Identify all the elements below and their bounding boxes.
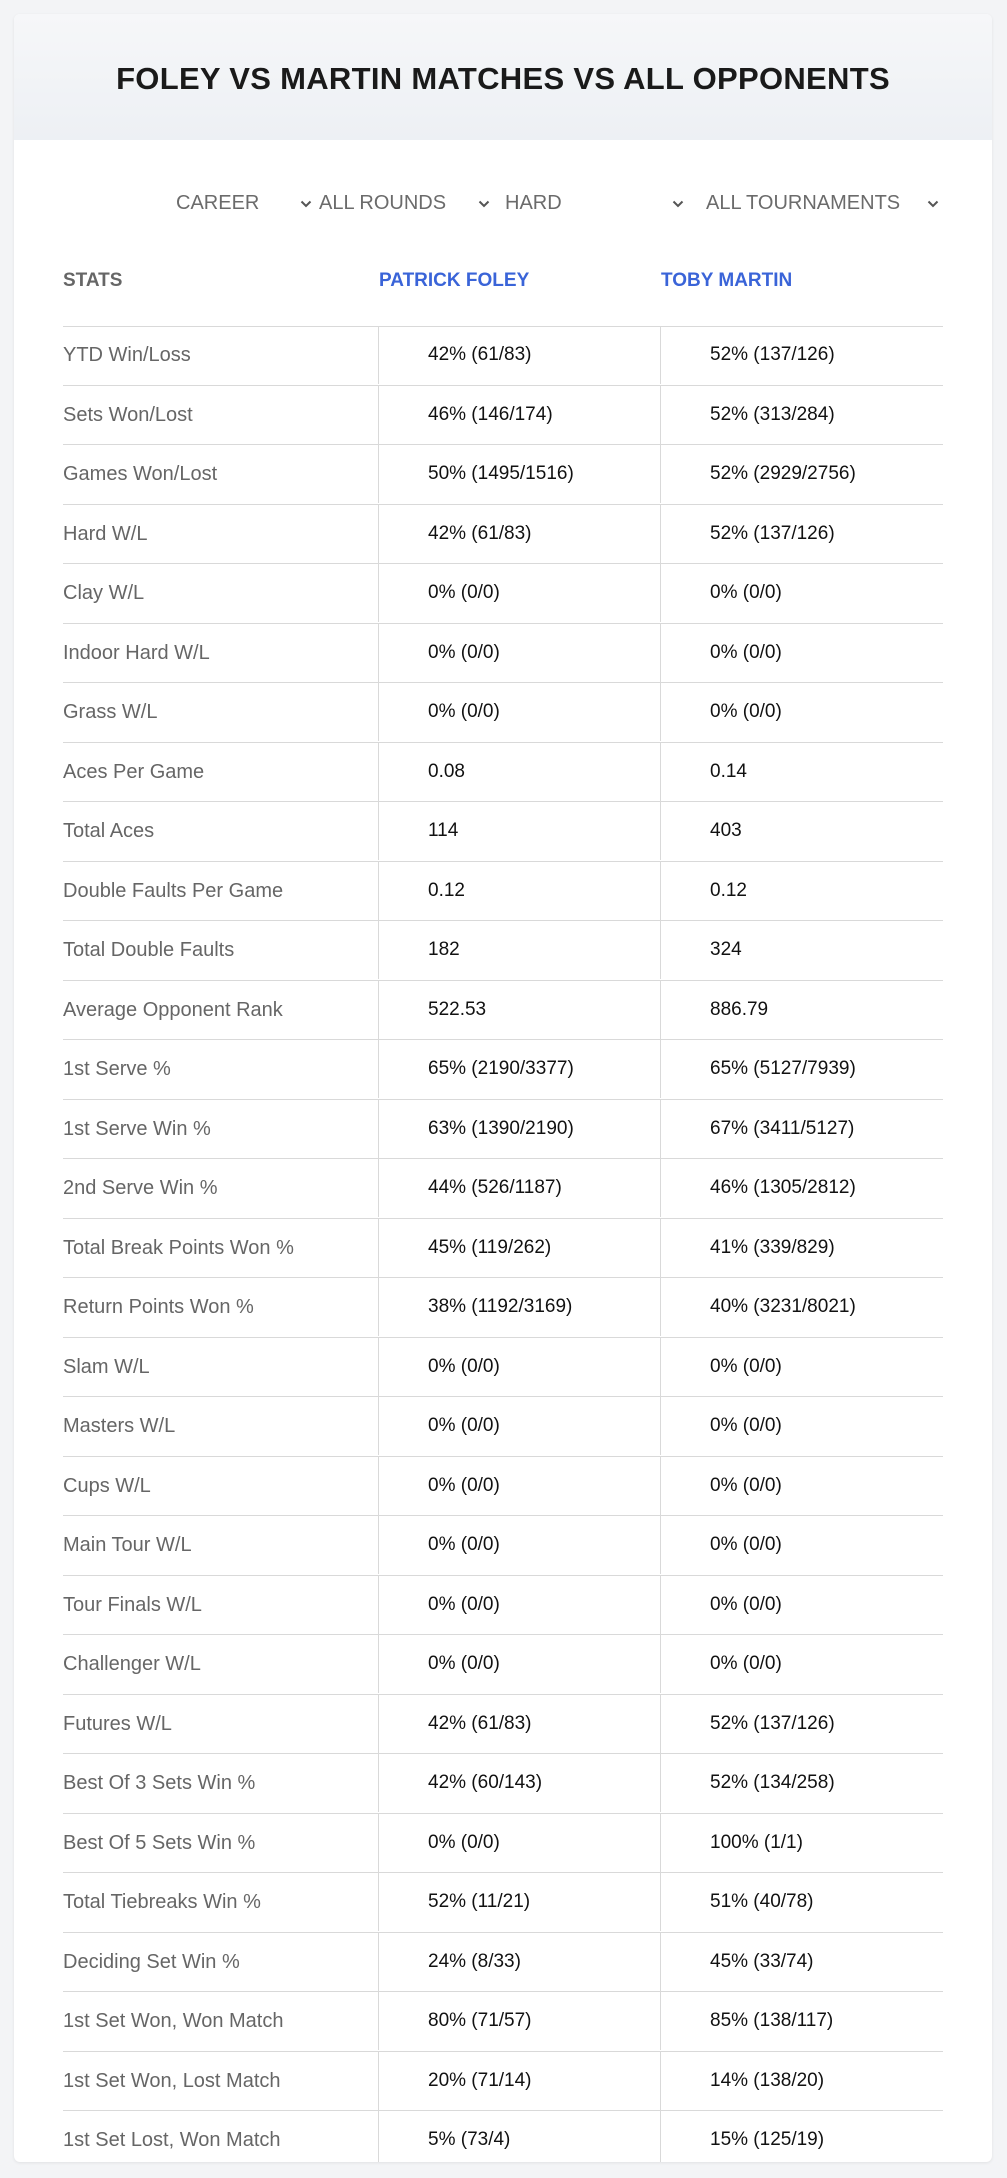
player2-cell (660, 1754, 944, 1812)
player2-cell (660, 1040, 944, 1098)
player2-value: 45% (33/74) (710, 1950, 814, 1972)
player1-cell (378, 1100, 661, 1158)
player2-cell (660, 1516, 944, 1574)
player1-value: 0% (0/0) (428, 1534, 500, 1555)
player1-value: 42% (61/83) (428, 1712, 532, 1734)
player2-value: 0.14 (710, 760, 747, 782)
player1-value: 38% (1192/3169) (428, 1296, 573, 1317)
stat-label: Total Double Faults (63, 939, 235, 961)
table-row (63, 1933, 943, 1993)
player1-cell (378, 2111, 661, 2162)
player1-value: 42% (61/83) (428, 344, 532, 365)
stat-label: Grass W/L (63, 701, 158, 723)
stat-label: 1st Set Won, Lost Match (63, 2069, 281, 2092)
player1-value: 0% (0/0) (428, 1831, 500, 1853)
player1-value: 42% (60/143) (428, 1772, 543, 1793)
filter-rounds-label: ALL ROUNDS (319, 192, 447, 214)
filter-career-label: CAREER (176, 192, 260, 214)
stat-label: Challenger W/L (63, 1653, 201, 1675)
player1-cell (378, 1992, 661, 2050)
table-row (63, 326, 943, 386)
player2-value: 85% (138/117) (710, 2010, 834, 2031)
player1-cell (378, 564, 661, 622)
chevron-down-icon (672, 198, 684, 210)
player2-cell (660, 1576, 944, 1634)
chevron-down-icon (300, 198, 312, 210)
player1-value: 42% (61/83) (428, 522, 532, 544)
chevron-down-icon (927, 198, 939, 210)
player1-value: 52% (11/21) (428, 1891, 531, 1912)
player2-value: 51% (40/78) (710, 1891, 814, 1912)
stat-label: 1st Serve % (63, 1058, 171, 1080)
player1-value: 5% (73/4) (428, 2129, 511, 2150)
table-row (63, 1516, 943, 1576)
player1-value: 0% (0/0) (428, 1474, 500, 1496)
stat-label: 1st Set Won, Won Match (63, 2010, 284, 2032)
page-title: FOLEY VS MARTIN MATCHES VS ALL OPPONENTS (116, 61, 890, 96)
player1-cell (378, 326, 661, 384)
stats-card (14, 14, 992, 2162)
player1-value: 45% (119/262) (428, 1236, 552, 1258)
player2-cell (660, 1635, 944, 1693)
table-row (63, 2052, 943, 2112)
player1-value: 65% (2190/3377) (428, 1058, 574, 1079)
table-row (63, 1992, 943, 2052)
player2-value: 52% (137/126) (710, 522, 835, 544)
player2-cell (660, 1457, 944, 1515)
player1-value: 20% (71/14) (428, 2069, 532, 2091)
player2-value: 14% (138/20) (710, 2069, 825, 2091)
table-row (63, 1635, 943, 1695)
stat-label: YTD Win/Loss (63, 344, 191, 366)
player2-cell (660, 624, 944, 682)
player1-value: 80% (71/57) (428, 2010, 532, 2031)
player2-value: 65% (5127/7939) (710, 1058, 856, 1079)
stat-label: Total Aces (63, 820, 155, 842)
table-row (63, 1873, 943, 1933)
player2-cell (660, 386, 944, 444)
player1-value: 0.08 (428, 760, 465, 782)
player2-value: 52% (313/284) (710, 403, 835, 425)
table-header (63, 260, 943, 327)
player2-cell (660, 1397, 944, 1455)
player2-cell (660, 1159, 944, 1217)
player1-value: 0% (0/0) (428, 641, 500, 663)
player1-cell (378, 1814, 661, 1872)
player2-cell (660, 505, 944, 563)
player2-cell (660, 1814, 944, 1872)
player2-cell (660, 2052, 944, 2110)
stat-label: Best Of 5 Sets Win % (63, 1831, 256, 1854)
stat-label: Deciding Set Win % (63, 1950, 240, 1973)
column-header-player2[interactable]: TOBY MARTIN (661, 270, 793, 291)
player2-cell (660, 1695, 944, 1753)
player2-value: 0% (0/0) (710, 1534, 782, 1555)
player2-value: 40% (3231/8021) (710, 1296, 856, 1317)
stat-label: Games Won/Lost (63, 463, 218, 485)
table-row (63, 1159, 943, 1219)
stat-label: Main Tour W/L (63, 1534, 192, 1556)
stat-label: Hard W/L (63, 522, 148, 545)
column-header-player1[interactable]: PATRICK FOLEY (379, 270, 530, 291)
table-row (63, 1100, 943, 1160)
player2-value: 0% (0/0) (710, 701, 782, 722)
player2-cell (660, 921, 944, 979)
player1-cell (378, 921, 661, 979)
player2-value: 52% (2929/2756) (710, 463, 856, 484)
filter-surface-label: HARD (505, 192, 562, 214)
stat-label: Total Tiebreaks Win % (63, 1891, 261, 1913)
player1-cell (378, 1219, 661, 1277)
table-row (63, 802, 943, 862)
player2-cell (660, 1278, 944, 1336)
column-header-stats: STATS (63, 270, 123, 291)
table-row (63, 445, 943, 505)
player2-value: 0% (0/0) (710, 1355, 782, 1377)
table-row (63, 505, 943, 565)
player1-cell (378, 1516, 661, 1574)
player2-cell (660, 743, 944, 801)
player1-cell (378, 505, 661, 563)
player1-cell (378, 1159, 661, 1217)
filter-surface-select[interactable] (505, 192, 684, 215)
table-row (63, 1754, 943, 1814)
header (14, 14, 992, 140)
table-row (63, 2111, 943, 2162)
player1-cell (378, 981, 661, 1039)
table-row (63, 1457, 943, 1517)
table-row (63, 683, 943, 743)
player2-value: 886.79 (710, 998, 769, 1020)
player1-value: 0% (0/0) (428, 1355, 500, 1377)
stat-label: Sets Won/Lost (63, 403, 193, 426)
player1-value: 522.53 (428, 998, 487, 1020)
player2-cell (660, 564, 944, 622)
player2-cell (660, 802, 944, 860)
table-row (63, 1576, 943, 1636)
player2-value: 41% (339/829) (710, 1236, 835, 1258)
player1-value: 63% (1390/2190) (428, 1117, 574, 1139)
player1-value: 0% (0/0) (428, 1593, 500, 1615)
stat-label: Best Of 3 Sets Win % (63, 1772, 256, 1794)
player1-value: 0% (0/0) (428, 582, 500, 603)
player1-cell (378, 1754, 661, 1812)
table-row (63, 1397, 943, 1457)
player1-cell (378, 743, 661, 801)
player2-value: 0% (0/0) (710, 1593, 782, 1615)
player2-cell (660, 1338, 944, 1396)
stat-label: Indoor Hard W/L (63, 641, 210, 664)
table-row (63, 1695, 943, 1755)
player1-value: 182 (428, 939, 460, 960)
player1-cell (378, 1576, 661, 1634)
table-row (63, 1219, 943, 1279)
stat-label: 2nd Serve Win % (63, 1177, 218, 1199)
player1-value: 50% (1495/1516) (428, 463, 574, 484)
player1-cell (378, 1278, 661, 1336)
player2-value: 0.12 (710, 879, 747, 901)
stat-label: Return Points Won % (63, 1296, 254, 1318)
stat-label: Double Faults Per Game (63, 879, 284, 902)
player1-value: 0% (0/0) (428, 1415, 500, 1436)
table-row (63, 1338, 943, 1398)
player2-value: 0% (0/0) (710, 1474, 782, 1496)
table-row (63, 624, 943, 684)
table-row (63, 564, 943, 624)
player1-cell (378, 683, 661, 741)
player2-value: 46% (1305/2812) (710, 1177, 856, 1198)
stat-label: Masters W/L (63, 1415, 176, 1437)
table-row (63, 1278, 943, 1338)
player2-value: 100% (1/1) (710, 1831, 803, 1853)
player2-value: 67% (3411/5127) (710, 1117, 855, 1139)
player1-cell (378, 1635, 661, 1693)
player1-value: 24% (8/33) (428, 1950, 521, 1972)
player2-value: 0% (0/0) (710, 1415, 782, 1436)
table-row (63, 981, 943, 1041)
player1-value: 0% (0/0) (428, 1653, 500, 1674)
filter-tournaments-select[interactable] (706, 192, 939, 215)
player2-value: 324 (710, 939, 742, 960)
player2-cell (660, 1219, 944, 1277)
player1-cell (378, 1397, 661, 1455)
stat-label: Cups W/L (63, 1474, 151, 1497)
player1-cell (378, 1933, 661, 1991)
chevron-down-icon (478, 198, 490, 210)
stat-label: 1st Set Lost, Won Match (63, 2129, 281, 2151)
player2-value: 52% (137/126) (710, 344, 835, 365)
player2-cell (660, 326, 944, 384)
player2-cell (660, 683, 944, 741)
table-row (63, 1040, 943, 1100)
player1-cell (378, 386, 661, 444)
player2-value: 0% (0/0) (710, 1653, 782, 1674)
table-row (63, 386, 943, 446)
player1-cell (378, 1695, 661, 1753)
player2-cell (660, 1873, 944, 1931)
player2-cell (660, 1100, 944, 1158)
player1-cell (378, 1873, 661, 1931)
player1-cell (378, 1040, 661, 1098)
filter-bar (14, 192, 992, 242)
player1-value: 0.12 (428, 879, 465, 901)
player2-value: 0% (0/0) (710, 641, 782, 663)
player1-value: 44% (526/1187) (428, 1177, 562, 1198)
player2-value: 0% (0/0) (710, 582, 782, 603)
table-row (63, 743, 943, 803)
stats-table-body (63, 326, 943, 2162)
player2-value: 403 (710, 820, 742, 841)
player2-value: 15% (125/19) (710, 2129, 825, 2150)
player1-cell (378, 802, 661, 860)
player1-value: 0% (0/0) (428, 701, 500, 722)
player2-cell (660, 445, 944, 503)
table-row (63, 921, 943, 981)
stat-label: Aces Per Game (63, 760, 205, 783)
player2-cell (660, 981, 944, 1039)
player2-cell (660, 1933, 944, 1991)
stat-label: Tour Finals W/L (63, 1593, 202, 1616)
player2-value: 52% (134/258) (710, 1772, 835, 1793)
stat-label: Average Opponent Rank (63, 998, 283, 1021)
filter-career-select[interactable] (176, 192, 312, 215)
stat-label: Slam W/L (63, 1355, 150, 1378)
player2-cell (660, 2111, 944, 2162)
stat-label: Futures W/L (63, 1712, 172, 1735)
table-row (63, 862, 943, 922)
player2-cell (660, 1992, 944, 2050)
player1-value: 114 (428, 820, 459, 841)
player1-cell (378, 445, 661, 503)
player1-value: 46% (146/174) (428, 403, 553, 425)
player2-value: 52% (137/126) (710, 1712, 835, 1734)
stat-label: 1st Serve Win % (63, 1117, 211, 1140)
player1-cell (378, 624, 661, 682)
player1-cell (378, 1457, 661, 1515)
stat-label: Total Break Points Won % (63, 1236, 294, 1259)
table-row (63, 1814, 943, 1874)
player2-cell (660, 862, 944, 920)
player1-cell (378, 2052, 661, 2110)
stat-label: Clay W/L (63, 582, 145, 604)
filter-rounds-select[interactable] (319, 192, 490, 215)
player1-cell (378, 1338, 661, 1396)
filter-tournaments-label: ALL TOURNAMENTS (706, 192, 901, 214)
player1-cell (378, 862, 661, 920)
